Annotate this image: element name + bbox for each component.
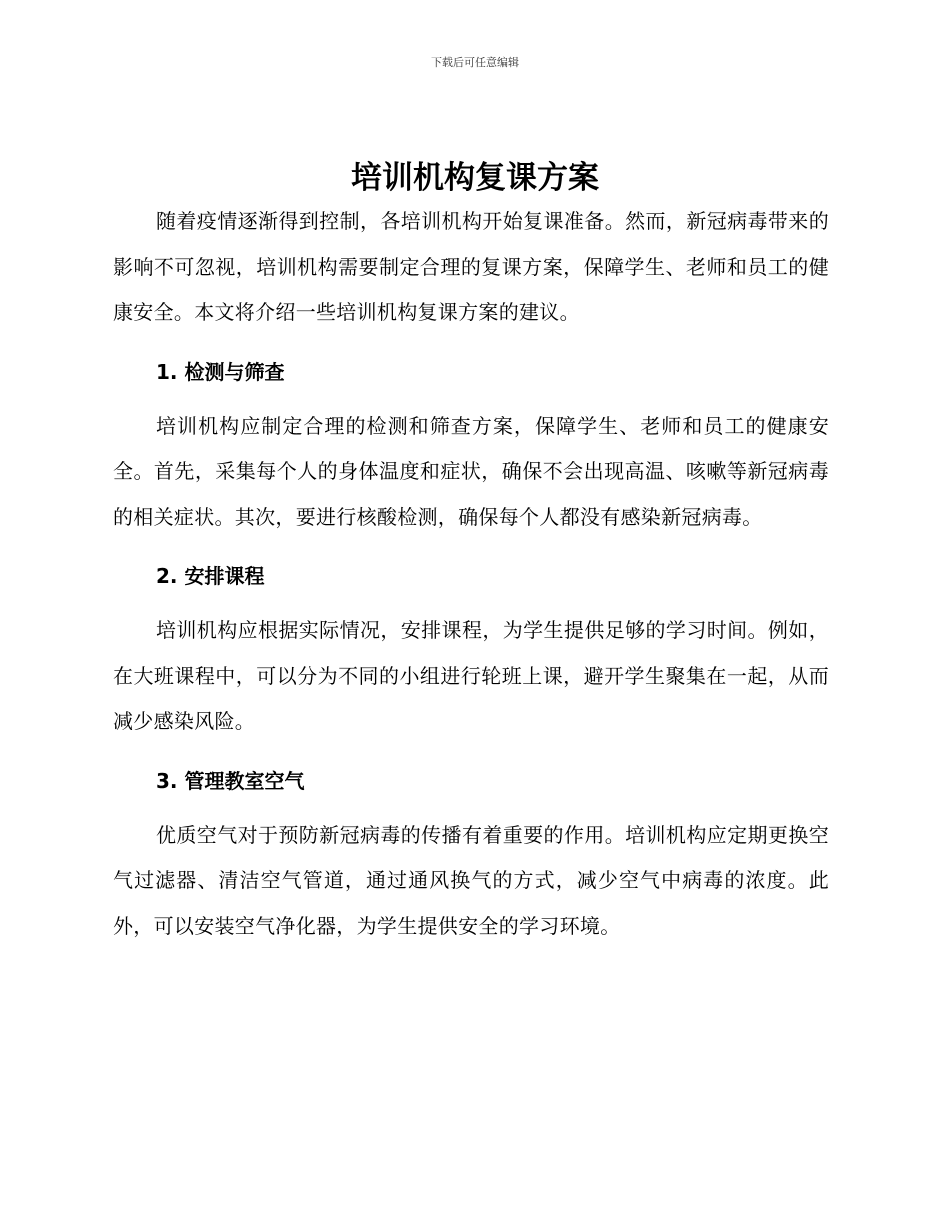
section-body-detection: 培训机构应制定合理的检测和筛查方案，保障学生、老师和员工的健康安全。首先，采集每个人的身体温度和症状，确保不会出现高温、咳嗽等新冠病毒的相关症状。其次，要进行核酸检测，确保每个人都没有感染新冠病毒。 <box>113 413 829 529</box>
page-header: 下载后可任意编辑 <box>431 56 519 69</box>
document-body <box>113 199 829 949</box>
section-heading-air: 3. 管理教室空气 <box>156 768 305 793</box>
document-title: 培训机构复课方案 <box>351 160 599 196</box>
section-body-air: 优质空气对于预防新冠病毒的传播有着重要的作用。培训机构应定期更换空气过滤器、清洁空气管道，通过通风换气的方式，减少空气中病毒的浓度。此外，可以安装空气净化器，为学生提供安全的学习环境。 <box>113 822 829 938</box>
section-heading-schedule: 2. 安排课程 <box>156 564 265 588</box>
intro-paragraph: 随着疫情逐渐得到控制，各培训机构开始复课准备。然而，新冠病毒带来的影响不可忽视，培训机构需要制定合理的复课方案，保障学生、老师和员工的健康安全。本文将介绍一些培训机构复课方案的建议。 <box>113 209 829 324</box>
section-body-schedule: 培训机构应根据实际情况，安排课程，为学生提供足够的学习时间。例如，在大班课程中，可以分为不同的小组进行轮班上课，避开学生聚集在一起，从而减少感染风险。 <box>113 618 829 733</box>
section-heading-detection: 1. 检测与筛查 <box>156 359 285 384</box>
